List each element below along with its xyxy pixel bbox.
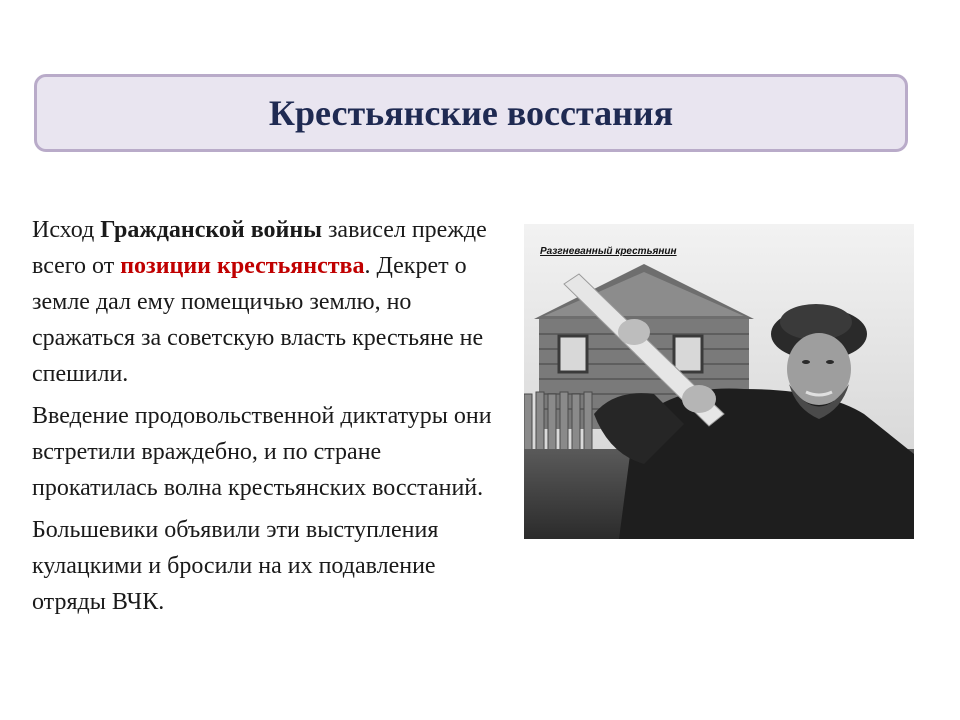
paragraph-3 [32,512,502,620]
slide-title: Крестьянские восстания [268,93,674,133]
paragraph-1 [32,212,502,392]
photo-illustration [524,224,914,539]
photo-caption: Разгневанный крестьянин [540,246,677,257]
text-run-bold: Гражданской войны [100,217,322,243]
paragraph-2 [32,398,502,506]
text-run: Введение продовольственной диктатуры они встретили враждебно, и по стране прокатилась волна крестьянских восстаний. [32,403,492,501]
text-run: . Декрет о земле дал ему помещичью землю, но сражаться за советскую власть крестьяне не спешили. [32,253,484,387]
text-run-highlight: позиции крестьянства [120,253,365,279]
peasant-photo [524,224,914,539]
body-text [32,212,502,626]
text-run: зависел прежде всего от [32,217,487,279]
text-run: Исход [32,217,101,243]
title-banner [34,74,908,152]
text-run: Большевики объявили эти выступления кулацкими и бросили на их подавление отряды ВЧК. [32,517,439,615]
